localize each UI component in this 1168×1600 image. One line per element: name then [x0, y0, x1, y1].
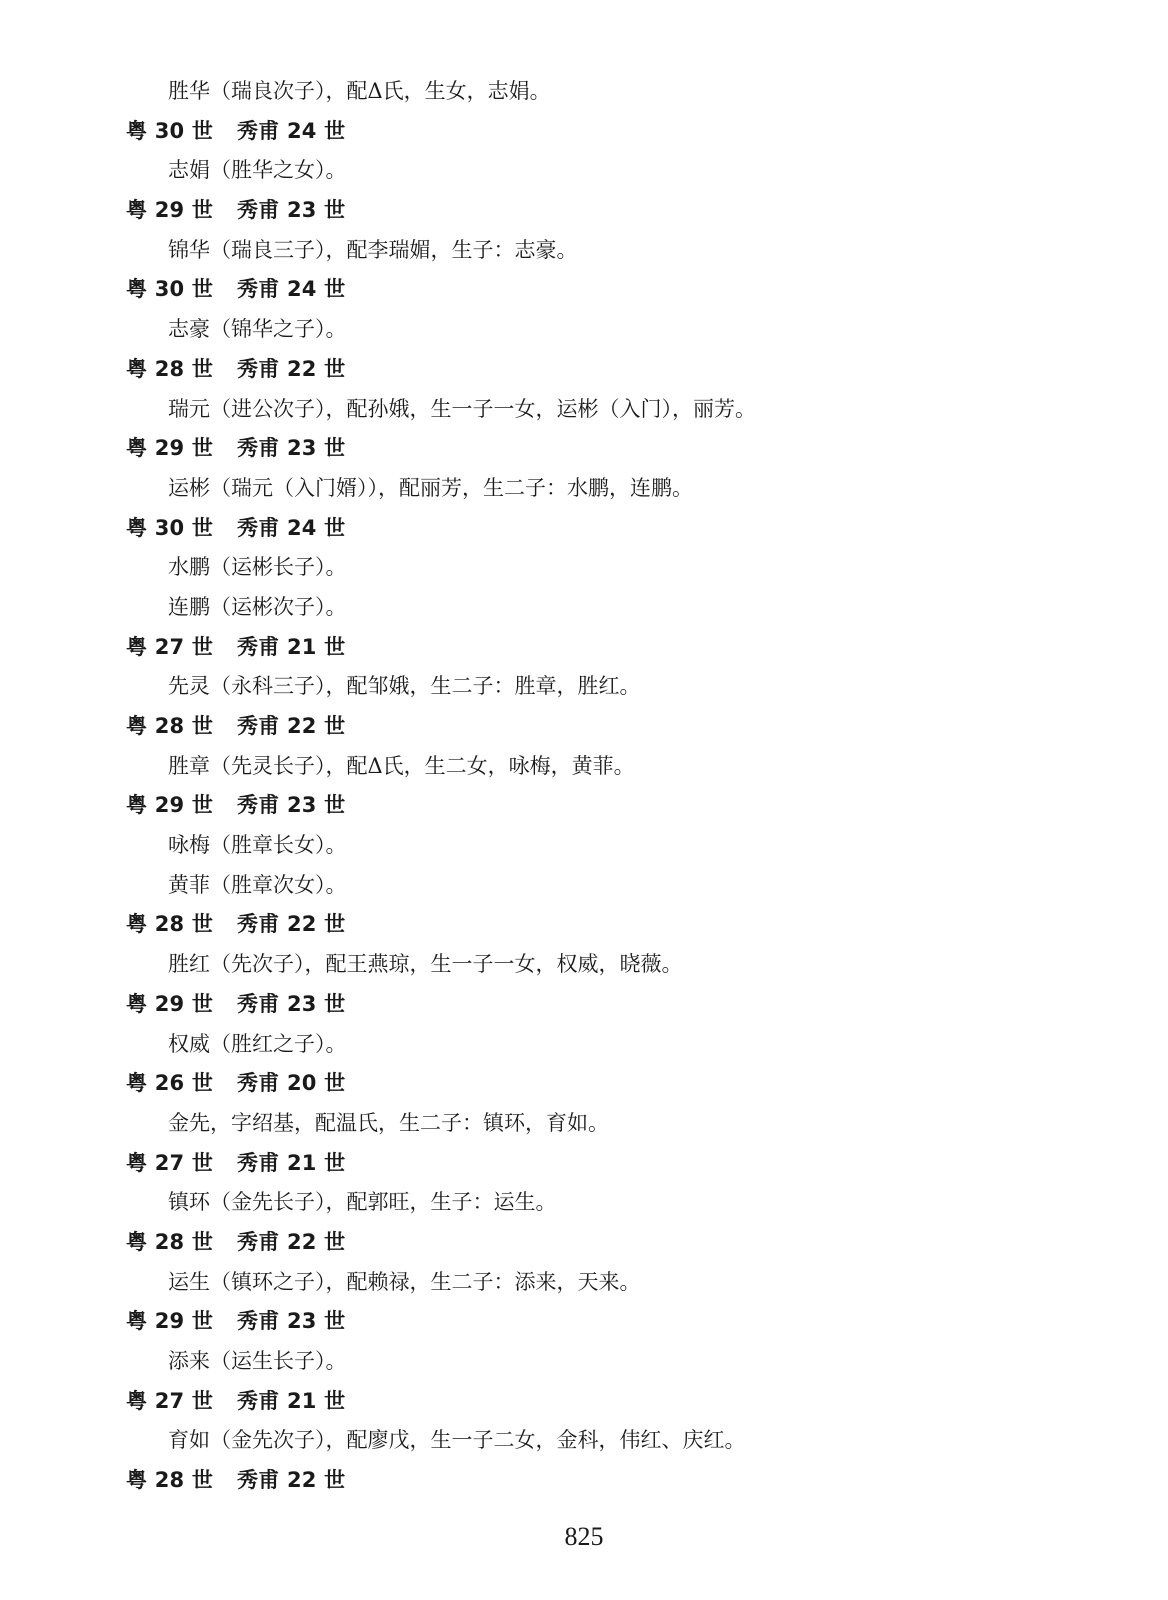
- generation-heading: [0, 191, 1168, 231]
- xiufu-generation-label: 秀甫 23 世: [237, 991, 346, 1016]
- person-entry: 水鹏（运彬长子）。: [168, 555, 347, 580]
- person-entry: 胜红（先次子），配王燕琼，生一子一女，权威，晓薇。: [168, 952, 683, 977]
- generation-heading: [0, 1382, 1168, 1422]
- xiufu-generation-label: 秀甫 21 世: [237, 634, 346, 659]
- person-entry: 镇环（金先长子），配郭旺，生子：运生。: [168, 1190, 557, 1215]
- yue-generation-label: 粤 28 世: [126, 714, 214, 738]
- xiufu-generation-label: 秀甫 21 世: [237, 1150, 346, 1175]
- yue-generation-label: 粤 30 世: [126, 515, 214, 540]
- generation-heading: [0, 270, 1168, 310]
- person-entry: 锦华（瑞良三子），配李瑞媚，生子：志豪。: [168, 237, 578, 262]
- xiufu-generation-label: 秀甫 24 世: [237, 118, 346, 143]
- person-entry: 运生（镇环之子），配赖禄，生二子：添来，天来。: [168, 1269, 641, 1294]
- xiufu-generation-label: 秀甫 23 世: [237, 198, 346, 223]
- person-entry: 志豪（锦华之子）。: [168, 317, 347, 342]
- generation-heading: [0, 628, 1168, 668]
- yue-generation-label: 粤 28 世: [126, 912, 214, 937]
- person-entry: 权威（胜红之子）。: [168, 1031, 347, 1056]
- generation-heading: [0, 1302, 1168, 1342]
- generation-heading: [0, 1064, 1168, 1104]
- yue-generation-label: 粤 28 世: [126, 1229, 214, 1254]
- xiufu-generation-label: 秀甫 23 世: [237, 793, 346, 818]
- person-entry: 连鹏（运彬次子）。: [168, 594, 347, 619]
- yue-generation-label: 粤 30 世: [126, 277, 214, 302]
- xiufu-generation-label: 秀甫 22 世: [237, 912, 346, 937]
- xiufu-generation-label: 秀甫 21 世: [237, 1388, 346, 1413]
- generation-heading: [0, 1461, 1168, 1501]
- xiufu-generation-label: 秀甫 20 世: [237, 1071, 346, 1096]
- xiufu-generation-label: 秀甫 22 世: [237, 714, 346, 738]
- xiufu-generation-label: 秀甫 24 世: [237, 277, 346, 302]
- person-entry: 瑞元（进公次子），配孙娥，生一子一女，运彬（入门），丽芳。: [168, 396, 756, 421]
- generation-heading: [0, 429, 1168, 469]
- page-number: 825: [564, 1522, 604, 1551]
- generation-heading: [0, 985, 1168, 1025]
- yue-generation-label: 粤 29 世: [126, 436, 214, 461]
- generation-heading: [0, 786, 1168, 826]
- person-entry: 咏梅（胜章长女）。: [168, 833, 347, 858]
- person-entry: 金先，字绍基，配温氏，生二子：镇环，育如。: [168, 1110, 609, 1135]
- person-entry: 胜华（瑞良次子），配Δ氏，生女，志娟。: [168, 79, 551, 103]
- xiufu-generation-label: 秀甫 23 世: [237, 436, 346, 461]
- generation-heading: [0, 905, 1168, 945]
- xiufu-generation-label: 秀甫 24 世: [237, 515, 346, 540]
- generation-heading: [0, 112, 1168, 152]
- person-entry: 运彬（瑞元（入门婿）），配丽芳，生二子：水鹏，连鹏。: [168, 475, 693, 500]
- person-entry: 先灵（永科三子），配邹娥，生二子：胜章，胜红。: [168, 674, 641, 699]
- person-entry: 育如（金先次子），配廖戊，生一子二女，金科，伟红、庆红。: [168, 1428, 746, 1453]
- person-entry: 添来（运生长子）。: [168, 1349, 347, 1373]
- yue-generation-label: 粤 27 世: [126, 1388, 214, 1413]
- yue-generation-label: 粤 28 世: [126, 1468, 214, 1493]
- generation-heading: [0, 1144, 1168, 1184]
- yue-generation-label: 粤 29 世: [126, 991, 214, 1016]
- xiufu-generation-label: 秀甫 22 世: [237, 1229, 346, 1254]
- person-entry: 胜章（先灵长子），配Δ氏，生二女，咏梅，黄菲。: [168, 753, 635, 778]
- generation-heading: [0, 350, 1168, 390]
- yue-generation-label: 粤 27 世: [126, 1150, 214, 1175]
- person-entry: 黄菲（胜章次女）。: [168, 872, 347, 897]
- yue-generation-label: 粤 28 世: [126, 356, 214, 381]
- genealogy-content: [0, 72, 1168, 1501]
- yue-generation-label: 粤 29 世: [126, 1309, 214, 1334]
- xiufu-generation-label: 秀甫 23 世: [237, 1309, 346, 1334]
- generation-heading: [0, 509, 1168, 549]
- xiufu-generation-label: 秀甫 22 世: [237, 1468, 346, 1493]
- yue-generation-label: 粤 29 世: [126, 198, 214, 223]
- xiufu-generation-label: 秀甫 22 世: [237, 356, 346, 381]
- generation-heading: [0, 707, 1168, 747]
- yue-generation-label: 粤 26 世: [126, 1071, 214, 1096]
- yue-generation-label: 粤 27 世: [126, 634, 214, 659]
- generation-heading: [0, 1223, 1168, 1263]
- yue-generation-label: 粤 29 世: [126, 793, 214, 818]
- yue-generation-label: 粤 30 世: [126, 118, 214, 143]
- person-entry: 志娟（胜华之女）。: [168, 158, 347, 183]
